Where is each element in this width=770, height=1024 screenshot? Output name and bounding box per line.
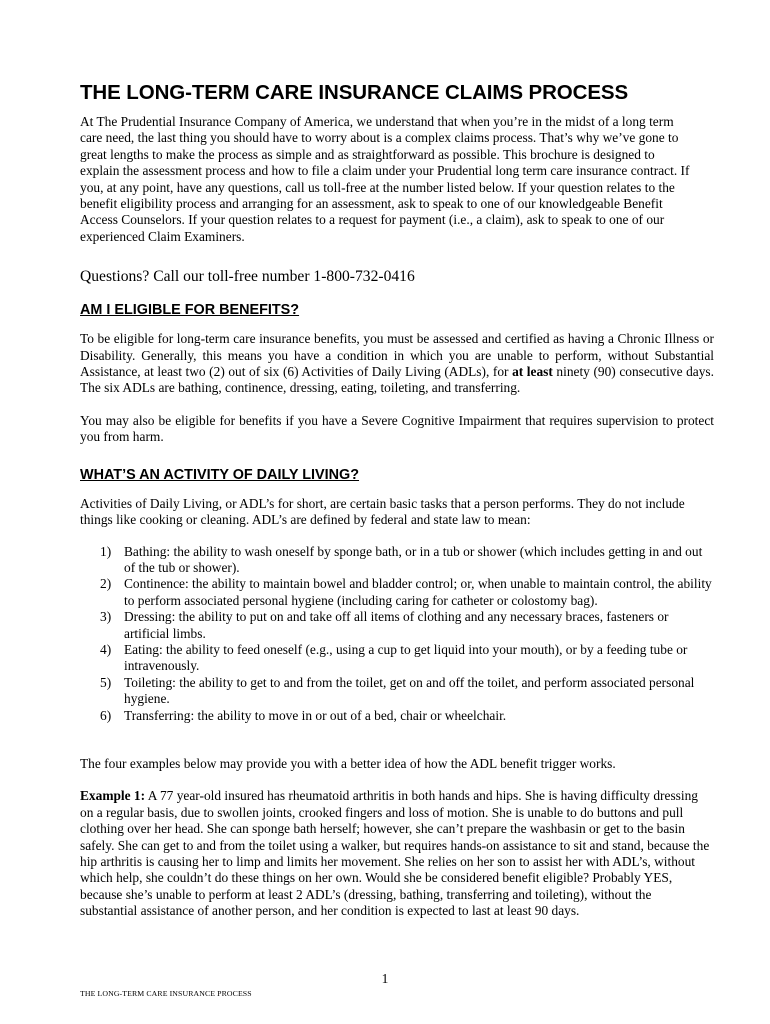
list-item-text: Toileting: the ability to get to and from the toilet, get on and off the toilet, and perform associated personal hygiene. (124, 674, 695, 707)
list-item-text: Eating: the ability to feed oneself (e.g., using a cup to get liquid into your mouth), or by a feeding tube or intravenously. (124, 641, 688, 674)
adl-list (80, 544, 714, 724)
adl-intro-paragraph: Activities of Daily Living, or ADL’s for short, are certain basic tasks that a person performs. They do not include things like cooking or cleaning. ADL’s are defined by federal and state law to mean: (80, 495, 685, 528)
list-item (80, 609, 714, 642)
list-item (80, 576, 714, 609)
page-title: THE LONG-TERM CARE INSURANCE CLAIMS PROCESS (80, 81, 629, 104)
example-1-label: Example 1: (80, 788, 146, 804)
list-item (80, 642, 714, 675)
example-1-text: A 77 year-old insured has rheumatoid arthritis in both hands and hips. She is having difficulty dressing on a regular basis, due to swollen joints, crooked fingers and loss of motion. She is unable to do buttons and pull clothing over her head. She can sponge bath herself; however, she can’t prepare the washbasin or get to the basin safely. She can get to and from the toilet using a walker, but requires hands-on assistance to sit and stand, because the hip arthritis is causing her to limp and limits her movement. She relies on her son to assist her with ADL’s, without which help, she couldn’t do these things on her own. Would she be considered benefit eligible? Probably YES, because she’s unable to perform at least 2 ADL’s (dressing, bathing, transferring and toileting), without the substantial assistance of another person, and her condition is expected to last at least 90 days. (80, 788, 710, 919)
list-item-text: Bathing: the ability to wash oneself by sponge bath, or in a tub or shower (which includes getting in and out of the tub or shower). (124, 543, 703, 575)
list-item-number: 5) (100, 674, 112, 690)
list-item-number: 1) (100, 543, 112, 559)
section-heading-eligibility: AM I ELIGIBLE FOR BENEFITS? (80, 302, 300, 319)
example-1-paragraph (80, 788, 710, 919)
list-item-text: Dressing: the ability to put on and take off all items of clothing and any necessary braces, fasteners or artificial limbs. (124, 609, 669, 641)
eligibility-text-end: ninety (90) consecutive days. The six ADLs are bathing, continence, dressing, eating, toileting, and transferring. (80, 364, 714, 396)
list-item-number: 2) (100, 576, 112, 592)
list-item-text: Transferring: the ability to move in or out of a bed, chair or wheelchair. (124, 707, 507, 723)
list-item-number: 4) (100, 641, 112, 657)
eligibility-text-start: To be eligible for long-term care insurance benefits, you must be assessed and certified as having a Chronic Illness or Disability. Generally, this means you have a condition in which you are unable to perform, without Substantial Assistance, at least two (2) out of six (6) Activities of Daily Living (ADLs), for (80, 331, 714, 380)
page-footer: THE LONG-TERM CARE INSURANCE PROCESS (80, 989, 252, 998)
list-item (80, 544, 714, 577)
intro-paragraph: At The Prudential Insurance Company of America, we understand that when you’re in the midst of a long term care need, the last thing you should have to worry about is a complex claims process. That’s why we’ve gone to great lengths to make the process as simple and as straightforward as possible. This brochure is designed to explain the assessment process and how to file a claim under your Prudential long term care insurance contract. If you, at any point, have any questions, call us toll-free at the number listed below. If your question relates to the benefit eligibility process and arranging for an assessment, ask to speak to one of our knowledgeable Benefit Access Counselors. If your question relates to a request for payment (i.e., a claim), ask to speak to one of our experienced Claim Examiners. (80, 114, 690, 244)
examples-intro-paragraph: The four examples below may provide you with a better idea of how the ADL benefit trigger works. (80, 755, 616, 771)
list-item (80, 708, 714, 724)
eligibility-paragraph (80, 331, 714, 397)
cognitive-impairment-paragraph: You may also be eligible for benefits if you have a Severe Cognitive Impairment that requires supervision to protect you from harm. (80, 412, 714, 445)
list-item-text: Continence: the ability to maintain bowel and bladder control; or, when unable to maintain control, the ability to perform associated personal hygiene (including caring for catheter or colostomy bag). (124, 576, 712, 608)
page-number: 1 (381, 971, 389, 986)
document-page (80, 80, 714, 920)
list-item-number: 3) (100, 609, 112, 625)
list-item-number: 6) (100, 707, 112, 723)
eligibility-bold-text: at least (512, 364, 553, 380)
section-heading-adl: WHAT’S AN ACTIVITY OF DAILY LIVING? (80, 466, 360, 483)
list-item (80, 675, 714, 708)
questions-phone-line: Questions? Call our toll-free number 1-800-732-0416 (80, 268, 415, 286)
